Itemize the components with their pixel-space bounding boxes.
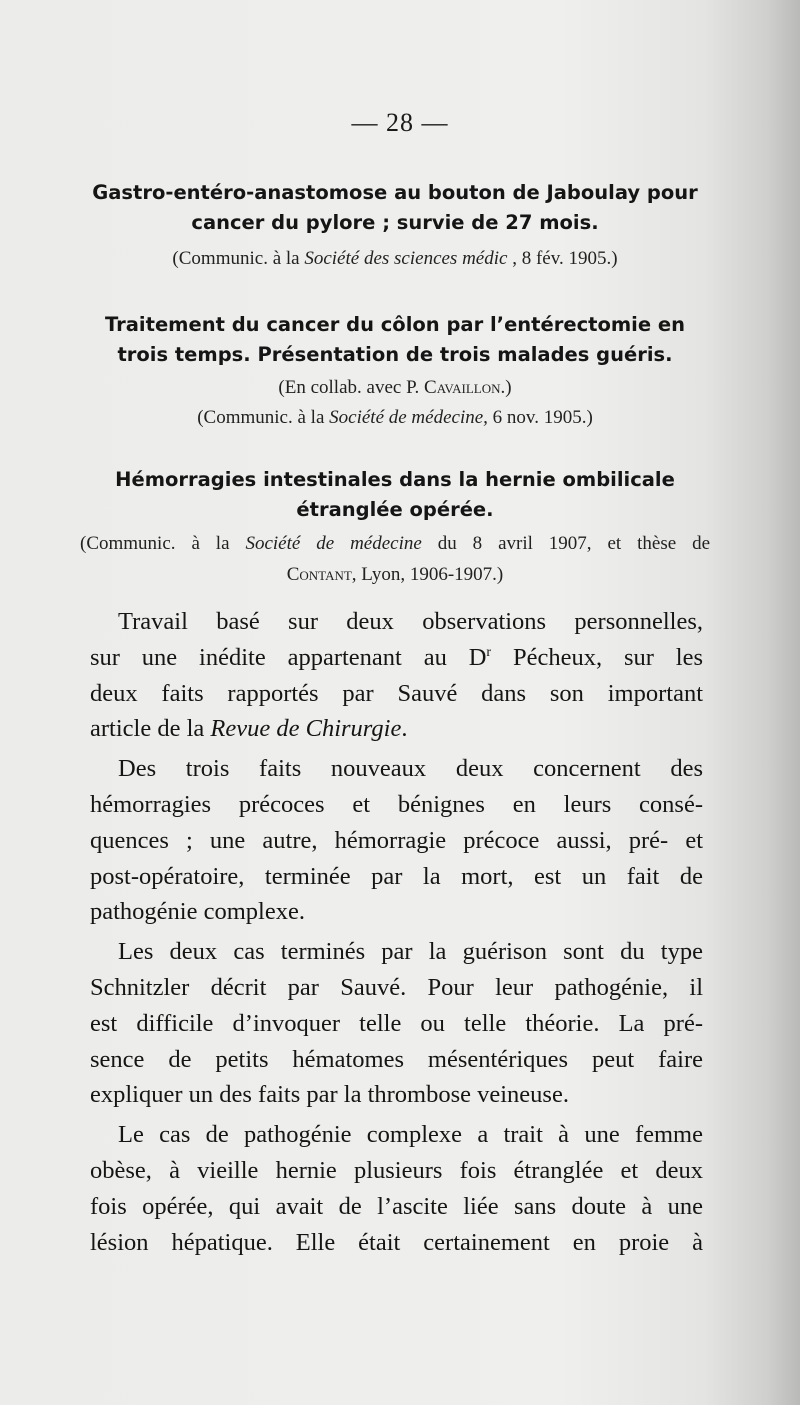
text-span: Pécheux, sur les	[491, 643, 703, 671]
section-2-title	[80, 310, 710, 370]
collab-end: .)	[500, 377, 512, 398]
collab-text: (En collab. avec P.	[278, 377, 425, 398]
text-line	[90, 640, 703, 676]
text-line: expliquer un des faits par la thrombose veineuse.	[90, 1081, 569, 1109]
section-2-title-line: Traitement du cancer du côlon par l’entérectomie en	[105, 313, 685, 336]
note-text: (Communic. à la	[80, 533, 246, 554]
section-3-title-line: Hémorragies intestinales dans la hernie ombilicale	[115, 468, 675, 491]
superscript: r	[486, 644, 492, 660]
text-line: quences ; une autre, hémorragie précoce aussi, pré- et	[90, 826, 703, 854]
text-line: est difficile d’invoquer telle ou telle théorie. La pré-	[90, 1009, 703, 1037]
section-2-note	[80, 402, 710, 434]
text-line: hémorragies précoces et bénignes en leurs consé-	[90, 790, 703, 818]
paragraph-4	[90, 1117, 703, 1260]
text-line: post-opératoire, terminée par la mort, est un fait de	[90, 862, 703, 890]
text-line: lésion hépatique. Elle était certainement en proie à	[90, 1228, 703, 1256]
body-text	[90, 604, 703, 1260]
journal-title: Revue de Chirurgie	[210, 715, 402, 743]
section-1-title-line: cancer du pylore ; survie de 27 mois.	[191, 211, 599, 234]
collab-author: Cavaillon	[424, 377, 501, 398]
section-3-title-line: étranglée opérée.	[296, 498, 494, 521]
note-text: (Communic. à la	[172, 248, 305, 269]
section-2-title-line: trois temps. Présentation de trois malades guéris.	[117, 343, 673, 366]
note-journal: Société de médecine,	[329, 407, 488, 428]
note-text: du 8 avril 1907, et thèse de	[421, 533, 710, 554]
text-line: Les deux cas terminés par la guérison sont du type	[118, 938, 703, 966]
text-span: .	[401, 715, 408, 743]
text-line: Travail basé sur deux observations personnelles,	[118, 608, 703, 635]
section-3-title	[80, 465, 710, 525]
section-3-note	[80, 528, 710, 590]
paragraph-3	[90, 934, 703, 1113]
section-1-title	[80, 178, 710, 238]
note-journal: Société des sciences médic	[304, 248, 508, 269]
note-text: (Communic. à la	[197, 407, 330, 428]
text-line	[90, 711, 703, 747]
text-line: fois opérée, qui avait de l’ascite liée sans doute à une	[90, 1192, 703, 1220]
note-text: , Lyon, 1906-1907.)	[351, 564, 504, 585]
section-1-title-line: Gastro-entéro-anastomose au bouton de Jaboulay pour	[92, 181, 698, 204]
text-line: deux faits rapportés par Sauvé dans son important	[90, 679, 703, 707]
text-line: Des trois faits nouveaux deux concernent des	[118, 755, 703, 783]
section-2-collab	[80, 372, 710, 404]
note-date: 6 nov. 1905.)	[487, 407, 593, 428]
paragraph-2	[90, 751, 703, 930]
page-number: — 28 —	[351, 108, 449, 137]
text-span: article de la	[90, 715, 211, 743]
text-line: pathogénie complexe.	[90, 898, 305, 926]
paragraph-1	[90, 604, 703, 747]
note-date: , 8 fév. 1905.)	[507, 248, 618, 269]
text-line: sence de petits hématomes mésentériques peut faire	[90, 1045, 703, 1073]
text-span: sur une inédite appartenant au D	[90, 643, 487, 671]
text-line: obèse, à vieille hernie plusieurs fois étranglée et deux	[90, 1156, 703, 1184]
section-1-note	[80, 243, 710, 275]
note-journal: Société de médecine	[245, 533, 422, 554]
text-line: Schnitzler décrit par Sauvé. Pour leur pathogénie, il	[90, 973, 703, 1001]
note-author: Contant	[286, 564, 352, 585]
text-line: Le cas de pathogénie complexe a trait à une femme	[118, 1121, 703, 1149]
